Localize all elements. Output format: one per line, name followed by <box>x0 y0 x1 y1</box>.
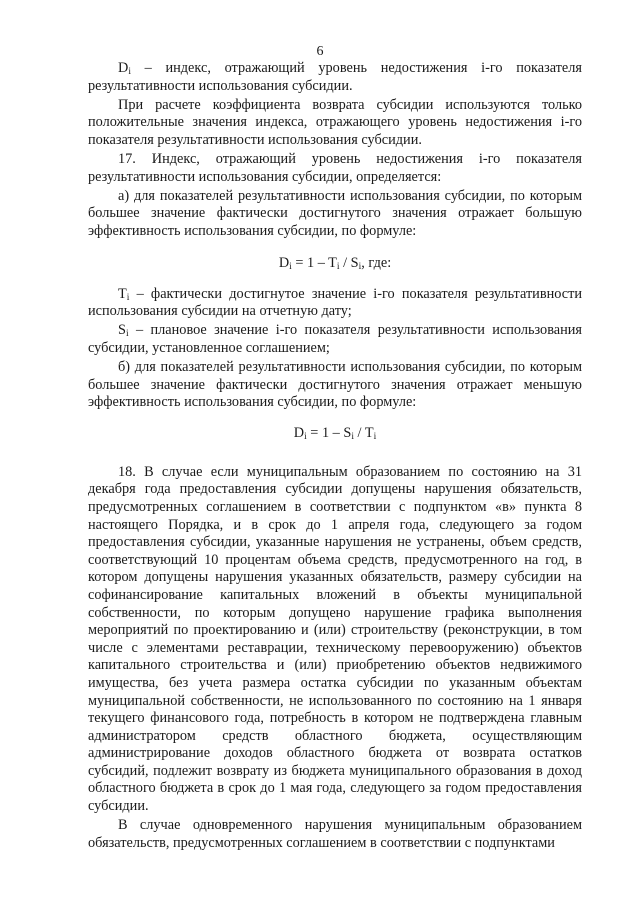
document-body <box>88 60 582 854</box>
formula-di-large-worse: $D_i = 1 - S_i / T_i$ <box>293 425 377 443</box>
paragraph-si-definition: $S_i$ – плановое значение i-го показателя результативности использования субсидии, установленное соглашением; <box>88 322 582 356</box>
paragraph-18: 18. В случае если муниципальным образованием по состоянию на 31 декабря года предоставления субсидии допущены нарушения обязательств, предусмотренных соглашением в соответствии с подпунктом «в» пункта 8 настоящего Порядка, и в срок до 1 апреля года, следующего за годом предоставления субсидии, указанные нарушения не устранены, объем средств, соответствующий 10 процентам объема средств, предусмотренного на год, в котором допущены нарушения указанных обязательств, размеру субсидии на софинансирование капитальных вложений в объекты муниципальной собственности, по которым допущено нарушение графика выполнения мероприятий по проектированию и (или) строительству (реконструкции, в том числе с элементами реставрации, техническому перевооружению) объектов капитального строительства и (или) приобретению объектов недвижимого имущества, без учета размера остатка субсидии по указанным объектам муниципальной собственности, не использованного по состоянию на 1 января текущего финансового года, потребность в котором не подтверждена главным администратором средств областного бюджета, осуществляющим администрирование доходов областного бюджета от возврата остатков субсидий, подлежит возврату из бюджета муниципального образования в доход областного бюджета в срок до 1 мая года, следующего за годом предоставления субсидии. <box>88 463 582 815</box>
paragraph-17: 17. Индекс, отражающий уровень недостижения i-го показателя результативности использования субсидии, определяется: <box>88 150 582 185</box>
formula-di-large-better: $D_i = 1 - T_i / S_i$, где: <box>278 254 392 272</box>
paragraph-simultaneous-violation: В случае одновременного нарушения муниципальным образованием обязательств, предусмотренных соглашением в соответствии с подпунктами <box>88 817 582 851</box>
paragraph-ti-definition: $T_i$ – фактически достигнутое значение i-го показателя результативности использования субсидии на отчетную дату; <box>88 285 582 320</box>
paragraph-di-definition: $D_i$ – индекс, отражающий уровень недостижения i-го показателя результативности использования субсидии. <box>88 60 582 94</box>
paragraph-17b: б) для показателей результативности использования субсидии, по которым большее значение фактически достигнутого значения отражает меньшую эффективность использования субсидии, по формуле: <box>88 358 582 411</box>
paragraph-17a: а) для показателей результативности использования субсидии, по которым большее значение фактически достигнутого значения отражает большую эффективность использования субсидии, по формуле: <box>88 187 582 239</box>
page-number: 6 <box>316 44 324 59</box>
paragraph-only-positive-values: При расчете коэффициента возврата субсидии используются только положительные значения индекса, отражающего уровень недостижения i-го показателя результативности использования субсидии. <box>88 96 582 148</box>
